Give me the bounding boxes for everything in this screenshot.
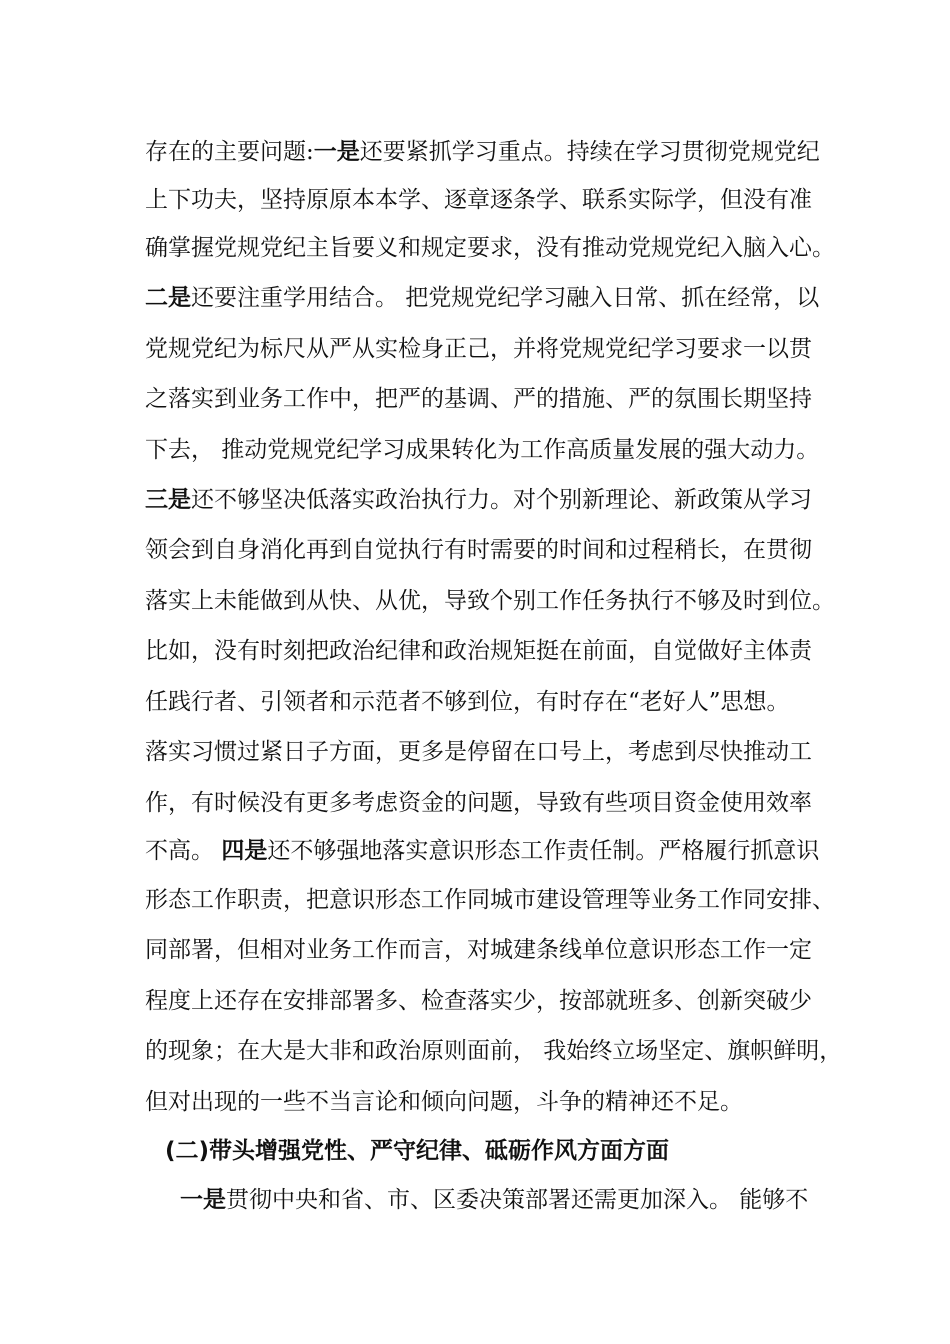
line-text: 的现象；在大是大非和政治原则面前， 我始终立场坚定、旗帜鲜明， <box>145 1038 843 1064</box>
line-text: 之落实到业务工作中，把严的基调、严的措施、严的氛围长期坚持 <box>145 386 812 412</box>
body-line-18 <box>145 983 812 1019</box>
line-bold-text: 四是 <box>221 838 268 864</box>
line-text: 党规党纪为标尺从严从实检身正己，并将党规党纪学习要求一以贯 <box>145 336 812 362</box>
body-line-12 <box>145 684 790 720</box>
line-text: 领会到自身消化再到自觉执行有时需要的时间和过程稍长，在贯彻 <box>145 537 812 563</box>
body-line-16 <box>145 882 835 918</box>
body-line-4 <box>145 280 819 316</box>
body-line-5 <box>145 331 812 367</box>
body-line-15 <box>145 833 819 869</box>
body-line-1 <box>145 134 820 170</box>
body-line-7 <box>145 432 819 468</box>
line-text: 比如，没有时刻把政治纪律和政治规矩挺在前面，自觉做好主体责 <box>145 638 812 664</box>
line-text: 下去， 推动党规党纪学习成果转化为工作高质量发展的强大动力。 <box>145 437 820 463</box>
line-text: 不高。 <box>145 838 222 864</box>
body-line-10 <box>145 583 835 619</box>
body-line-2 <box>145 182 812 218</box>
line-bold-text: 三是 <box>145 487 191 513</box>
line-text: 确掌握党规党纪主旨要义和规定要求，没有推动党规党纪入脑入心。 <box>145 235 835 261</box>
body-line-3 <box>145 230 835 266</box>
body-line-14 <box>145 785 812 821</box>
body-line-11 <box>145 633 812 669</box>
line-text: 作，有时候没有更多考虑资金的问题，导致有些项目资金使用效率 <box>145 790 812 816</box>
body-line-19 <box>145 1033 842 1069</box>
line-text: 还要紧抓学习重点。持续在学习贯彻党规党纪 <box>359 139 820 165</box>
line-bold-text: 一是 <box>180 1187 226 1213</box>
line-text: 存在的主要问题: <box>145 139 314 165</box>
body-line-20 <box>145 1084 743 1120</box>
body-line-8 <box>145 482 812 518</box>
line-text: 还不够强地落实意识形态工作责任制。严格履行抓意识 <box>267 838 820 864</box>
line-text: 贯彻中央和省、市、区委决策部署还需更加深入。 能够不 <box>226 1187 809 1213</box>
body-line-last <box>180 1182 808 1218</box>
line-bold-text: 二是 <box>145 285 191 311</box>
line-text: 但对出现的一些不当言论和倾向问题，斗争的精神还不足。 <box>145 1089 743 1115</box>
line-text: 上下功夫，坚持原原本本学、逐章逐条学、联系实际学，但没有准 <box>145 187 812 213</box>
section-heading: (二)带头增强党性、严守纪律、砥砺作风方面方面 <box>165 1138 670 1164</box>
line-text: 形态工作职责，把意识形态工作同城市建设管理等业务工作同安排、 <box>145 887 835 913</box>
line-text: 同部署，但相对业务工作而言，对城建条线单位意识形态工作一定 <box>145 937 812 963</box>
line-text: 还不够坚决低落实政治执行力。对个别新理论、新政策从学习 <box>191 487 812 513</box>
line-text: 落实习惯过紧日子方面，更多是停留在口号上，考虑到尽快推动工 <box>145 739 812 765</box>
line-text: 程度上还存在安排部署多、检查落实少，按部就班多、创新突破少 <box>145 988 812 1014</box>
line-text: 落实上未能做到从快、从优，导致个别工作任务执行不够及时到位。 <box>145 588 835 614</box>
line-bold-text: 一是 <box>313 139 360 165</box>
body-line-13 <box>145 734 812 770</box>
body-line-9 <box>145 532 812 568</box>
line-text: 任践行者、引领者和示范者不够到位，有时存在“老好人”思想。 <box>145 689 790 715</box>
line-text: 还要注重学用结合。 把党规党纪学习融入日常、抓在经常，以 <box>191 285 820 311</box>
body-line-17 <box>145 932 812 968</box>
body-line-6 <box>145 381 812 417</box>
